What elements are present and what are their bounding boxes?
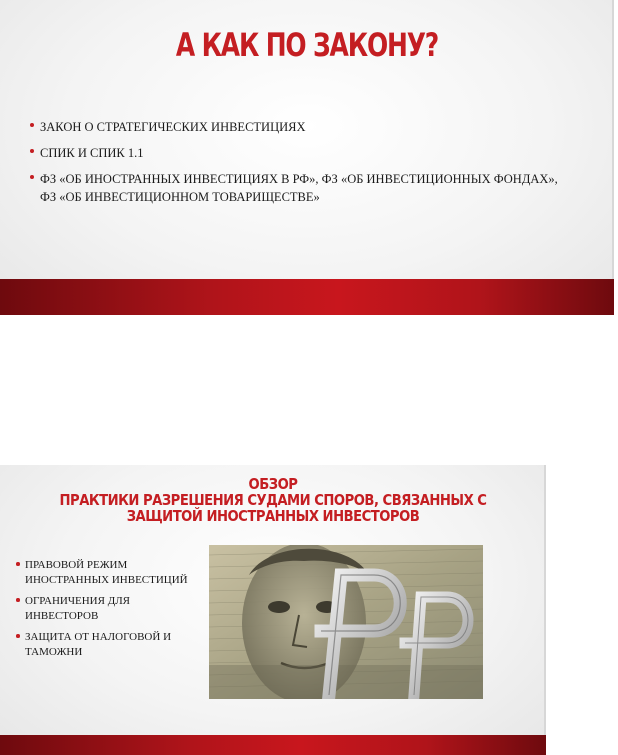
bullet-dot-icon bbox=[16, 634, 20, 638]
ruble-sign-over-banknote-image bbox=[209, 545, 483, 699]
slide-1 bbox=[0, 0, 614, 315]
slide-1-footer-band bbox=[0, 279, 614, 315]
bullet-dot-icon bbox=[30, 123, 34, 127]
bullet-text: ПРАВОВОЙ РЕЖИМ ИНОСТРАННЫХ ИНВЕСТИЦИЙ bbox=[25, 559, 188, 586]
bullet-text: СПИК И СПИК 1.1 bbox=[40, 146, 144, 160]
slide-edge bbox=[544, 465, 546, 755]
slide-2-title-line: ПРАКТИКИ РАЗРЕШЕНИЯ СУДАМИ СПОРОВ, СВЯЗАННЫХ С bbox=[59, 491, 487, 509]
slide-2-title-line: ЗАЩИТОЙ ИНОСТРАННЫХ ИНВЕСТОРОВ bbox=[126, 507, 420, 525]
slide-2 bbox=[0, 465, 546, 755]
bullet-item bbox=[16, 558, 196, 588]
slide-1-title: А КАК ПО ЗАКОНУ? bbox=[175, 26, 439, 64]
bullet-item bbox=[16, 594, 196, 624]
bullet-dot-icon bbox=[16, 598, 20, 602]
bullet-dot-icon bbox=[30, 149, 34, 153]
slide-2-title bbox=[41, 476, 505, 524]
bullet-text: ЗАЩИТА ОТ НАЛОГОВОЙ И ТАМОЖНИ bbox=[25, 631, 172, 658]
slide-1-bullet-list bbox=[30, 118, 570, 214]
slide-edge bbox=[612, 0, 614, 315]
slide-2-title-line: ОБЗОР bbox=[248, 475, 298, 493]
bullet-dot-icon bbox=[30, 175, 34, 179]
bullet-item bbox=[30, 118, 570, 136]
bullet-text: ЗАКОН О СТРАТЕГИЧЕСКИХ ИНВЕСТИЦИЯХ bbox=[40, 120, 306, 134]
bullet-item bbox=[16, 630, 196, 660]
slide-2-footer-band bbox=[0, 735, 546, 755]
slide-2-bullet-list bbox=[16, 558, 196, 666]
bullet-item bbox=[30, 170, 570, 206]
bullet-dot-icon bbox=[16, 562, 20, 566]
bullet-text: ФЗ «ОБ ИНОСТРАННЫХ ИНВЕСТИЦИЯХ В РФ», ФЗ «ОБ ИНВЕСТИЦИОННЫХ ФОНДАХ», ФЗ «ОБ ИНВЕСТИЦИОННОМ ТОВАРИЩЕСТВЕ» bbox=[40, 172, 558, 204]
bullet-text: ОГРАНИЧЕНИЯ ДЛЯ ИНВЕСТОРОВ bbox=[25, 595, 130, 622]
bullet-item bbox=[30, 144, 570, 162]
